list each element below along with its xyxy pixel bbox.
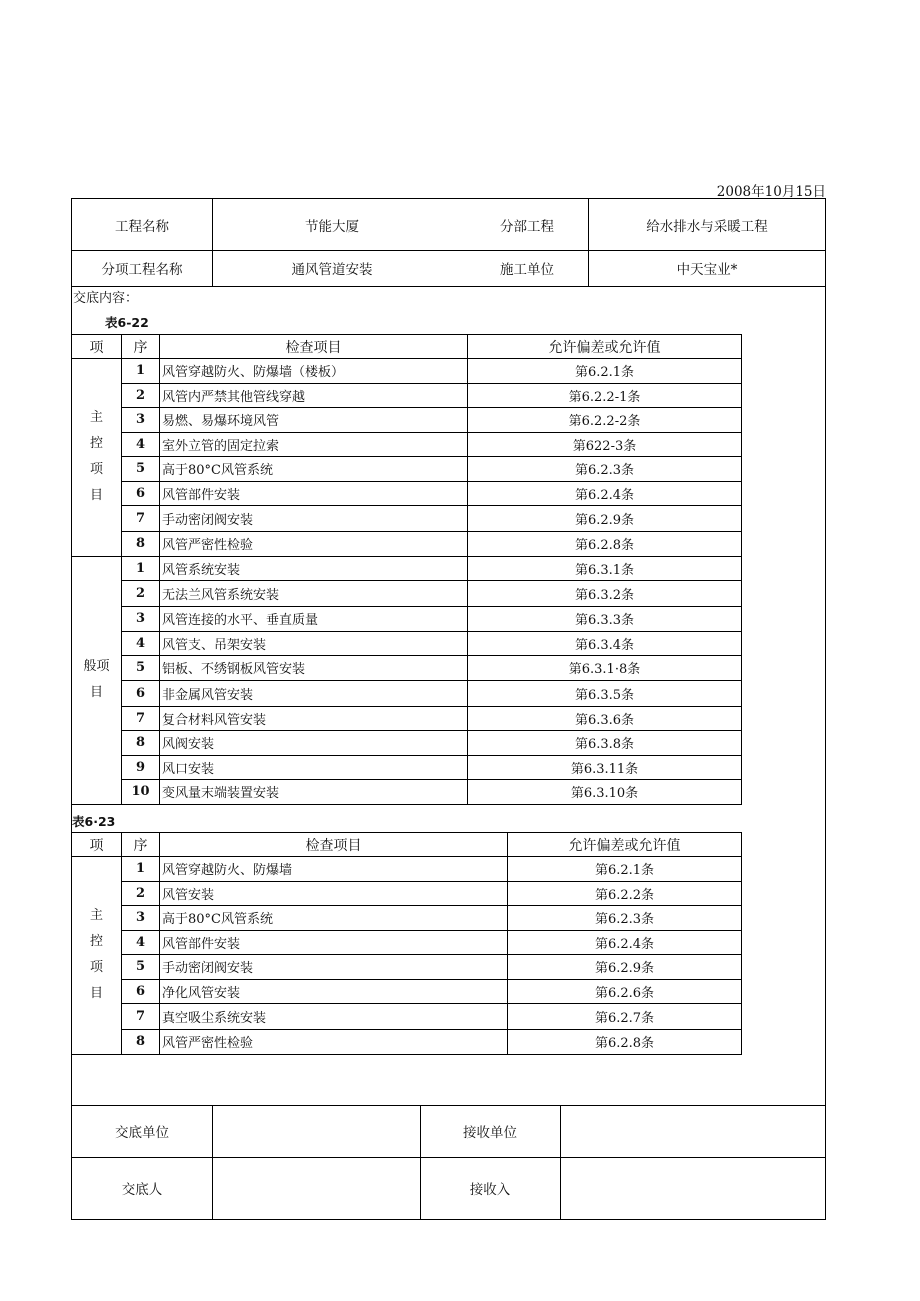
item-cell: 风管穿越防火、防爆墙（楼板） [160,359,468,384]
table-row [72,581,742,607]
category-char: 控 [89,934,103,950]
table-row [72,656,742,681]
value-cell: 第622-3条 [468,432,742,457]
seq-cell: 2 [122,581,160,607]
value-cell: 第6.2.8条 [468,532,742,557]
value-cell: 第6.2.3条 [508,906,742,931]
col-seq-header: 序 [122,833,160,857]
item-cell: 室外立管的固定拉索 [160,432,468,457]
category-cell [72,556,122,804]
divider [212,199,213,286]
table-row [72,755,742,780]
table-row [72,432,742,457]
seq-cell: 6 [122,979,160,1004]
item-cell: 变风量末端装置安装 [160,780,468,805]
divider [72,286,826,287]
value-cell: 第6.2.4条 [508,930,742,955]
inspection-table-6-22 [71,334,742,805]
seq-cell: 5 [122,955,160,980]
item-cell: 风阀安装 [160,731,468,756]
handover-person-label: 交底人 [121,1182,163,1198]
table-row [72,706,742,731]
receiver-person-field[interactable] [561,1157,826,1219]
item-cell: 复合材料风管安装 [160,706,468,731]
inspection-table-6-23 [71,832,742,1055]
item-cell: 非金属风管安装 [160,680,468,706]
table2-caption: 表6·23 [72,814,116,829]
category-char: 目 [89,685,103,700]
value-cell: 第6.2.2-2条 [468,408,742,433]
seq-cell: 2 [122,881,160,906]
value-cell: 第6.3.10条 [468,780,742,805]
table-row [72,359,742,384]
item-cell: 风管安装 [160,881,508,906]
seq-cell: 3 [122,408,160,433]
seq-cell: 5 [122,656,160,681]
project-name-value: 节能大厦 [305,218,359,235]
table-row [72,979,742,1004]
item-cell: 风管严密性检验 [160,1030,508,1055]
item-cell: 手动密闭阀安装 [160,955,508,980]
category-char: 主 [89,410,103,426]
seq-cell: 8 [122,1030,160,1055]
seq-cell: 1 [122,359,160,384]
handover-unit-field[interactable] [213,1105,420,1157]
seq-cell: 8 [122,731,160,756]
item-cell: 无法兰风管系统安装 [160,581,468,607]
table-row [72,631,742,656]
seq-cell: 7 [122,1004,160,1030]
table-row [72,881,742,906]
category-char: 项 [89,462,103,478]
receiver-unit-field[interactable] [561,1105,826,1157]
category-char: 目 [89,986,103,1002]
col-value-header: 允许偏差或允许值 [468,335,742,359]
item-cell: 风管内严禁其他管线穿越 [160,383,468,408]
subitem-value: 通风管道安装 [291,262,373,278]
col-item-header: 检查项目 [160,833,508,857]
table-row [72,731,742,756]
item-cell: 真空吸尘系统安装 [160,1004,508,1030]
handover-unit-label: 交底单位 [115,1125,169,1141]
item-cell: 风管部件安装 [160,930,508,955]
value-cell: 第6.2.7条 [508,1004,742,1030]
value-cell: 第6.2.1条 [468,359,742,384]
item-cell: 风管系统安装 [160,556,468,581]
contractor-value: 中天宝业* [676,262,738,278]
value-cell: 第6.2.1条 [508,857,742,882]
value-cell: 第6.3.3条 [468,607,742,632]
value-cell: 第6.2.4条 [468,481,742,506]
value-cell: 第6.3.5条 [468,680,742,706]
table-row [72,1004,742,1030]
project-name-label: 工程名称 [115,218,169,235]
item-cell: 铝板、不绣钢板风管安装 [160,656,468,681]
seq-cell: 8 [122,532,160,557]
table-header-row [72,335,742,359]
value-cell: 第6.3.8条 [468,731,742,756]
receiver-person-label: 接收入 [469,1182,511,1198]
col-category-header: 项 [72,833,122,857]
table-row [72,607,742,632]
table-row [72,532,742,557]
seq-cell: 1 [122,556,160,581]
table-row [72,556,742,581]
value-cell: 第6.2.3条 [468,457,742,482]
col-item-header: 检查项目 [160,335,468,359]
table-row [72,906,742,931]
item-cell: 风口安装 [160,755,468,780]
item-cell: 风管严密性检验 [160,532,468,557]
division-label: 分部工程 [500,218,554,235]
table-row [72,481,742,506]
seq-cell: 1 [122,857,160,882]
value-cell: 第6.3.11条 [468,755,742,780]
category-char: 控 [89,436,103,452]
value-cell: 第6.3.1条 [468,556,742,581]
seq-cell: 2 [122,383,160,408]
category-cell [72,857,122,1055]
col-category-header: 项 [72,335,122,359]
table-row [72,1030,742,1055]
table-row [72,955,742,980]
item-cell: 风管连接的水平、垂直质量 [160,607,468,632]
seq-cell: 10 [122,780,160,805]
value-cell: 第6.2.6条 [508,979,742,1004]
value-cell: 第6.3.6条 [468,706,742,731]
col-seq-header: 序 [122,335,160,359]
table-row [72,506,742,532]
seq-cell: 7 [122,706,160,731]
seq-cell: 4 [122,930,160,955]
document-date: 2008年10月15日 [716,184,826,200]
col-value-header: 允许偏差或允许值 [508,833,742,857]
seq-cell: 7 [122,506,160,532]
seq-cell: 4 [122,631,160,656]
seq-cell: 5 [122,457,160,482]
handover-person-field[interactable] [213,1157,420,1219]
item-cell: 风管部件安装 [160,481,468,506]
value-cell: 第6.2.9条 [508,955,742,980]
value-cell: 第6.3.4条 [468,631,742,656]
value-cell: 第6.2.8条 [508,1030,742,1055]
table-row [72,780,742,805]
table-row [72,383,742,408]
value-cell: 第6.3.2条 [468,581,742,607]
table1-caption: 表6-22 [105,315,149,330]
division-value: 给水排水与采暖工程 [646,218,768,235]
seq-cell: 9 [122,755,160,780]
table-row [72,457,742,482]
briefing-content-label: 交底内容： [73,291,139,306]
item-cell: 风管支、吊架安装 [160,631,468,656]
receiver-unit-label: 接收单位 [463,1125,517,1141]
table-row [72,857,742,882]
seq-cell: 4 [122,432,160,457]
item-cell: 易燃、易爆环境风管 [160,408,468,433]
subitem-label: 分项工程名称 [101,262,183,278]
seq-cell: 3 [122,906,160,931]
contractor-label: 施工单位 [500,262,554,278]
item-cell: 高于80°C风管系统 [160,906,508,931]
item-cell: 净化风管安装 [160,979,508,1004]
item-cell: 风管穿越防火、防爆墙 [160,857,508,882]
table-row [72,408,742,433]
value-cell: 第6.2.2-1条 [468,383,742,408]
value-cell: 第6.2.9条 [468,506,742,532]
category-cell [72,359,122,557]
table-row [72,930,742,955]
item-cell: 手动密闭阀安装 [160,506,468,532]
item-cell: 高于80°C风管系统 [160,457,468,482]
value-cell: 第6.3.1·8条 [468,656,742,681]
category-char: 般项 [83,659,110,674]
category-char: 主 [89,908,103,924]
table-row [72,680,742,706]
value-cell: 第6.2.2条 [508,881,742,906]
category-char: 目 [89,488,103,504]
category-char: 项 [89,960,103,976]
seq-cell: 6 [122,680,160,706]
table-header-row [72,833,742,857]
seq-cell: 3 [122,607,160,632]
seq-cell: 6 [122,481,160,506]
